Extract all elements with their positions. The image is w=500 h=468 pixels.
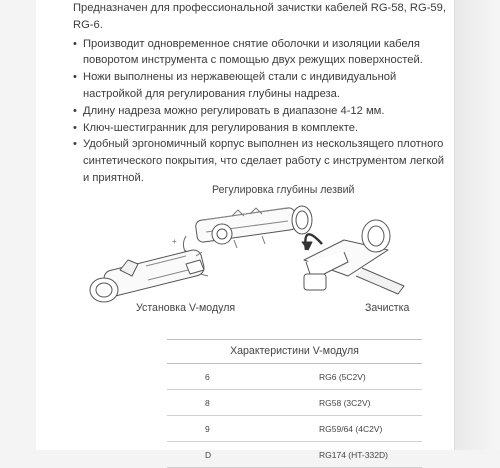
feature-list (73, 36, 453, 187)
description-text (73, 0, 453, 187)
feature-item: • Ключ-шестигранник для регулирования в комплекте. (73, 120, 453, 137)
cable-type: RG59/64 (4C2V) (309, 416, 422, 442)
feature-item: • Удобный эргономичный корпус выполнен из нескользящего плотного синтетического покрытия, что сделает работу с инструментом легкой и приятной. (73, 136, 453, 186)
caption-depth-adjust: Регулировка глубины лезвий (212, 184, 355, 196)
table-row (167, 364, 422, 390)
table-row (167, 390, 422, 416)
table-row (167, 416, 422, 442)
feature-item: • Длину надреза можно регулировать в диапазоне 4-12 мм. (73, 103, 453, 120)
v-module-spec-table (167, 339, 422, 468)
feature-item: • Производит одновременное снятие оболочки и изоляции кабеля поворотом инструмента с помощью двух режущих поверхностей. (73, 36, 453, 70)
caption-v-module: Установка V-модуля (136, 302, 236, 314)
feature-item: • Ножи выполнены из нержавеющей стали с индивидуальной настройкой для регулирования глубины надреза. (73, 69, 453, 103)
intro-paragraph: Предназначен для профессиональной зачистки кабелей RG-58, RG-59, RG-6. (73, 2, 446, 31)
module-code: D (167, 442, 309, 468)
module-code: 6 (167, 364, 309, 390)
svg-text:+: + (172, 237, 177, 246)
v-module-drawing (90, 248, 208, 302)
cable-type: RG174 (HT-332D) (309, 442, 422, 468)
module-code: 8 (167, 390, 309, 416)
page-edge (454, 0, 500, 450)
table-row (167, 442, 422, 468)
module-code: 9 (167, 416, 309, 442)
caption-stripping: Зачистка (365, 302, 410, 314)
stripping-drawing (302, 220, 404, 294)
cable-type: RG6 (5C2V) (309, 364, 422, 390)
table-title: Характеристини V-модуля (167, 340, 422, 364)
cable-type: RG58 (3C2V) (309, 390, 422, 416)
